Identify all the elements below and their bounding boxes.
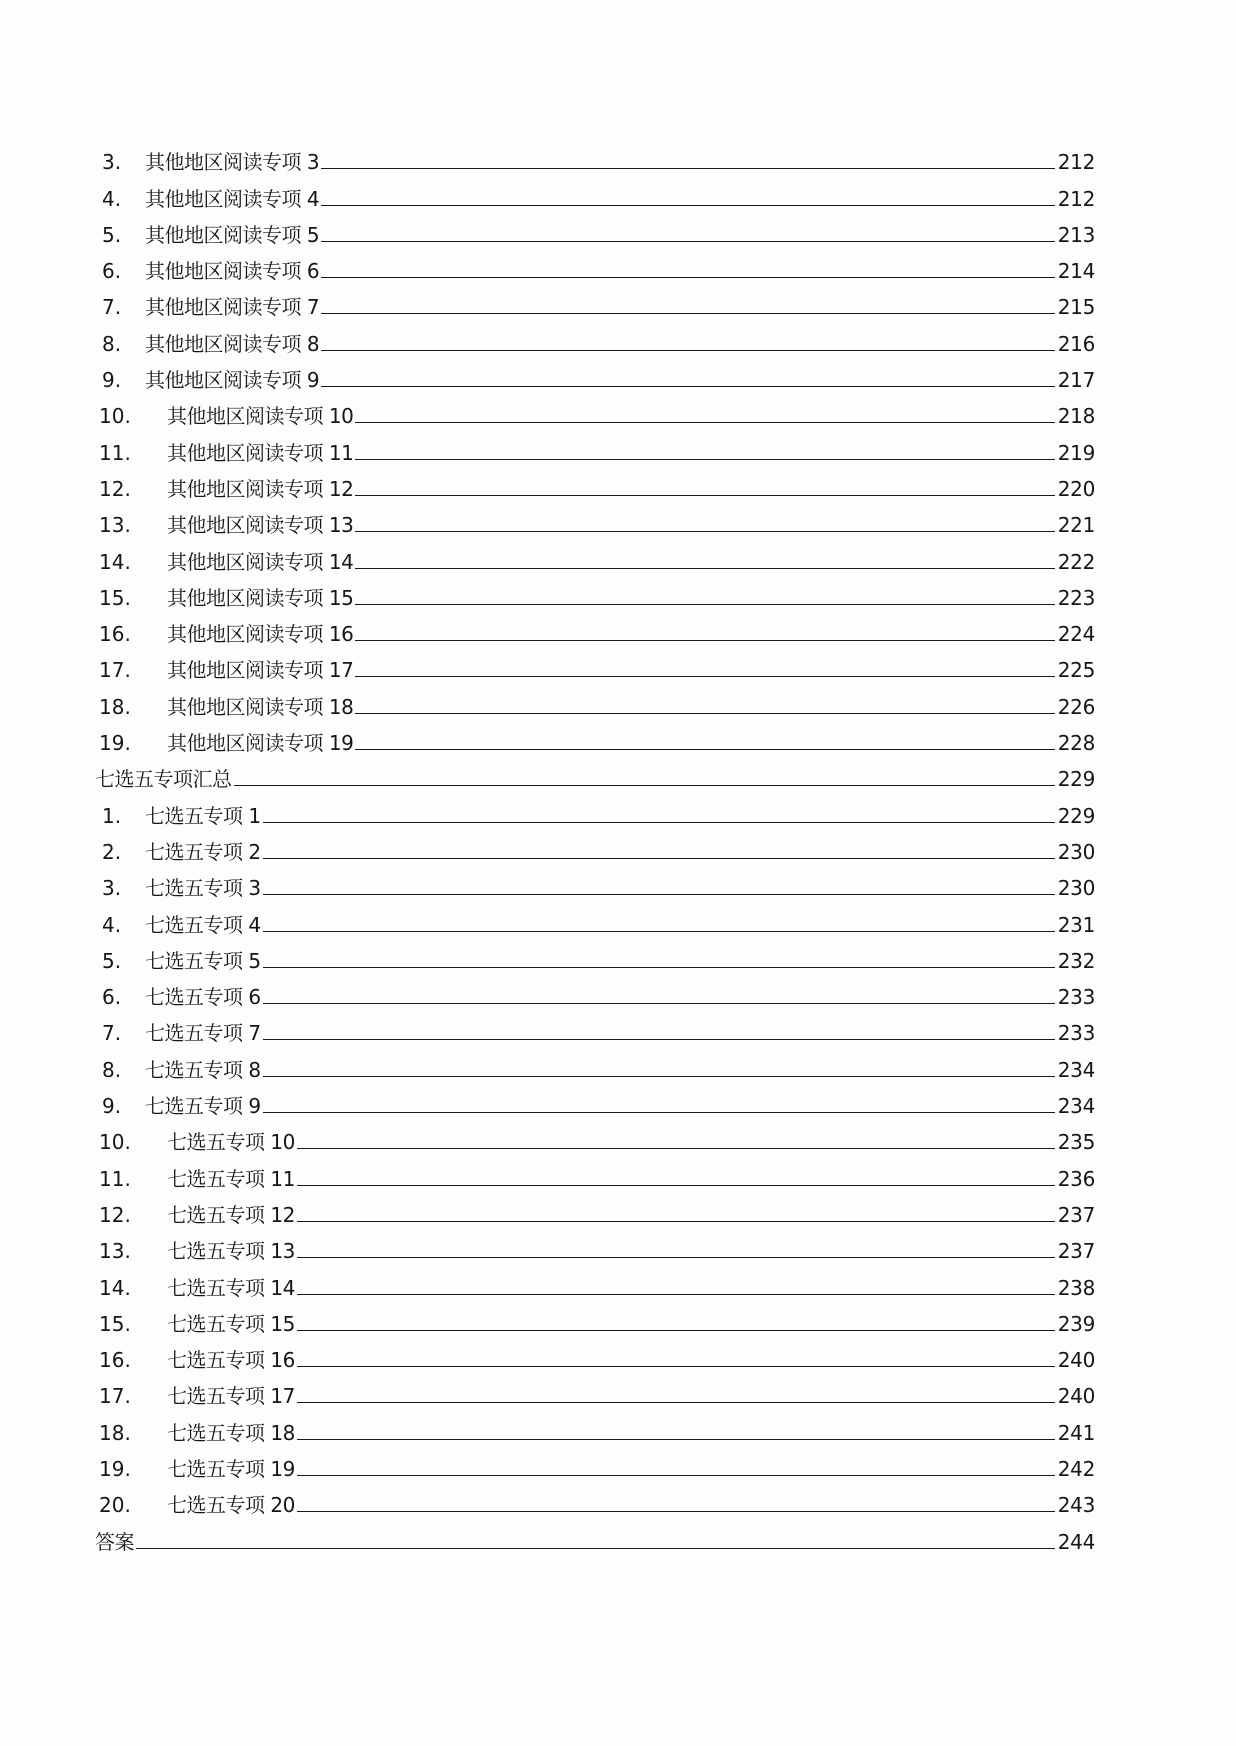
toc-entry[interactable] — [95, 900, 1095, 936]
toc-entry-page-number: 240 — [1057, 1384, 1095, 1409]
toc-entry-page-number: 243 — [1057, 1493, 1095, 1518]
toc-entry[interactable] — [95, 973, 1095, 1009]
toc-entry-title: 七选五专项 3 — [145, 876, 261, 901]
toc-entry-title: 七选五专项 6 — [145, 985, 261, 1010]
toc-entry-page-number: 217 — [1057, 368, 1095, 393]
toc-entry-number: 13. — [99, 513, 131, 538]
toc-entry-page-number: 239 — [1057, 1311, 1095, 1336]
toc-entry-page-number: 244 — [1057, 1529, 1095, 1554]
toc-entry-title: 七选五专项 5 — [145, 948, 261, 973]
toc-entry-number: 14. — [99, 549, 131, 574]
toc-entry-number: 13. — [99, 1239, 131, 1264]
toc-leader-line — [263, 1112, 1055, 1113]
toc-leader-line — [263, 967, 1055, 968]
toc-entry-page-number: 216 — [1057, 331, 1095, 356]
toc-entry[interactable] — [95, 1300, 1095, 1336]
toc-entry-title: 其他地区阅读专项 17 — [167, 658, 354, 683]
toc-entry-number: 15. — [99, 585, 131, 610]
toc-leader-line — [355, 568, 1055, 569]
toc-entry-page-number: 236 — [1057, 1166, 1095, 1191]
toc-entry-number: 16. — [99, 622, 131, 647]
toc-entry-title: 七选五专项 4 — [145, 912, 261, 937]
toc-entry-number: 4. — [102, 912, 122, 937]
toc-entry-title: 七选五专项 10 — [167, 1130, 295, 1155]
toc-entry-title: 其他地区阅读专项 5 — [145, 222, 320, 247]
toc-entry-page-number: 233 — [1057, 1021, 1095, 1046]
toc-entry-page-number: 218 — [1057, 404, 1095, 429]
toc-entry-title: 其他地区阅读专项 4 — [145, 186, 320, 211]
toc-entry[interactable] — [95, 1009, 1095, 1045]
toc-entry-title: 其他地区阅读专项 19 — [167, 731, 354, 756]
toc-entry-number: 3. — [102, 150, 122, 175]
toc-entry-title: 七选五专项 1 — [145, 803, 261, 828]
toc-entry-number: 7. — [102, 1021, 122, 1046]
toc-entry[interactable] — [95, 392, 1095, 428]
toc-entry-page-number: 214 — [1057, 259, 1095, 284]
toc-entry-title: 七选五专项 7 — [145, 1021, 261, 1046]
toc-entry[interactable] — [95, 211, 1095, 247]
toc-leader-line — [297, 1148, 1055, 1149]
toc-entry-page-number: 212 — [1057, 186, 1095, 211]
toc-entry-number: 18. — [99, 694, 131, 719]
toc-leader-line — [355, 531, 1055, 532]
toc-entry-page-number: 229 — [1057, 767, 1095, 792]
toc-entry[interactable] — [95, 1227, 1095, 1263]
toc-entry-title: 其他地区阅读专项 7 — [145, 295, 320, 320]
toc-entry-page-number: 221 — [1057, 513, 1095, 538]
toc-entry-title: 其他地区阅读专项 16 — [167, 622, 354, 647]
toc-leader-line — [355, 604, 1055, 605]
toc-entry[interactable] — [95, 646, 1095, 682]
toc-entry-number: 12. — [99, 1202, 131, 1227]
toc-entry[interactable] — [95, 537, 1095, 573]
toc-entry[interactable] — [95, 174, 1095, 210]
toc-entry-title: 七选五专项 16 — [167, 1348, 295, 1373]
toc-entry-page-number: 219 — [1057, 440, 1095, 465]
toc-entry[interactable] — [95, 1191, 1095, 1227]
toc-leader-line — [263, 1039, 1055, 1040]
toc-entry-title: 七选五专项 13 — [167, 1239, 295, 1264]
toc-entry-page-number: 230 — [1057, 839, 1095, 864]
toc-entry-title: 七选五专项 18 — [167, 1420, 295, 1445]
toc-leader-line — [297, 1439, 1055, 1440]
toc-leader-line — [263, 1076, 1055, 1077]
toc-leader-line — [136, 1548, 1055, 1549]
toc-entry-number: 12. — [99, 476, 131, 501]
toc-entry[interactable] — [95, 1372, 1095, 1408]
toc-leader-line — [263, 858, 1055, 859]
toc-entry-page-number: 235 — [1057, 1130, 1095, 1155]
toc-entry[interactable] — [95, 138, 1095, 174]
table-of-contents — [95, 138, 1095, 1554]
toc-entry[interactable] — [95, 574, 1095, 610]
toc-entry-page-number: 225 — [1057, 658, 1095, 683]
toc-entry[interactable] — [95, 682, 1095, 718]
toc-leader-line — [297, 1221, 1055, 1222]
toc-leader-line — [297, 1475, 1055, 1476]
toc-entry-number: 19. — [99, 731, 131, 756]
toc-entry[interactable] — [95, 319, 1095, 355]
toc-leader-line — [263, 894, 1055, 895]
toc-entry-page-number: 234 — [1057, 1057, 1095, 1082]
toc-entry[interactable] — [95, 1445, 1095, 1481]
toc-entry-title: 其他地区阅读专项 15 — [167, 585, 354, 610]
toc-entry-number: 6. — [102, 259, 122, 284]
toc-entry-number: 1. — [102, 803, 122, 828]
toc-entry-number: 11. — [99, 440, 131, 465]
toc-leader-line — [297, 1257, 1055, 1258]
toc-leader-line — [234, 785, 1056, 786]
toc-entry-title: 其他地区阅读专项 18 — [167, 694, 354, 719]
toc-entry[interactable] — [95, 1154, 1095, 1190]
toc-entry-number: 15. — [99, 1311, 131, 1336]
toc-leader-line — [297, 1185, 1055, 1186]
toc-entry-page-number: 212 — [1057, 150, 1095, 175]
toc-entry-title: 七选五专项 9 — [145, 1094, 261, 1119]
toc-entry-number: 3. — [102, 876, 122, 901]
toc-leader-line — [355, 422, 1055, 423]
toc-entry-number: 5. — [102, 222, 122, 247]
toc-entry-number: 10. — [99, 1130, 131, 1155]
toc-leader-line — [321, 313, 1055, 314]
toc-entry-number: 7. — [102, 295, 122, 320]
toc-entry[interactable] — [95, 283, 1095, 319]
toc-entry-title: 其他地区阅读专项 12 — [167, 476, 354, 501]
toc-leader-line — [297, 1366, 1055, 1367]
toc-entry-number: 2. — [102, 839, 122, 864]
toc-entry[interactable] — [95, 465, 1095, 501]
toc-entry[interactable] — [95, 501, 1095, 537]
toc-entry[interactable] — [95, 1118, 1095, 1154]
toc-entry-title: 其他地区阅读专项 10 — [167, 404, 354, 429]
toc-entry-title: 其他地区阅读专项 9 — [145, 368, 320, 393]
toc-entry-number: 14. — [99, 1275, 131, 1300]
toc-entry-title: 七选五专项 14 — [167, 1275, 295, 1300]
toc-entry[interactable] — [95, 610, 1095, 646]
toc-entry[interactable] — [95, 1082, 1095, 1118]
toc-entry-number: 17. — [99, 1384, 131, 1409]
toc-entry[interactable] — [95, 791, 1095, 827]
toc-entry[interactable] — [95, 828, 1095, 864]
toc-entry-number: 9. — [102, 368, 122, 393]
toc-entry[interactable] — [95, 937, 1095, 973]
toc-entry-number: 17. — [99, 658, 131, 683]
toc-entry-number: 18. — [99, 1420, 131, 1445]
toc-entry-number: 19. — [99, 1456, 131, 1481]
toc-entry[interactable] — [95, 1408, 1095, 1444]
toc-entry-page-number: 234 — [1057, 1094, 1095, 1119]
toc-entry[interactable] — [95, 755, 1095, 791]
toc-entry-page-number: 215 — [1057, 295, 1095, 320]
toc-entry-page-number: 220 — [1057, 476, 1095, 501]
toc-leader-line — [321, 205, 1055, 206]
toc-entry-title: 其他地区阅读专项 3 — [145, 150, 320, 175]
toc-entry[interactable] — [95, 864, 1095, 900]
toc-entry-page-number: 237 — [1057, 1202, 1095, 1227]
toc-entry[interactable] — [95, 356, 1095, 392]
toc-entry[interactable] — [95, 247, 1095, 283]
toc-leader-line — [355, 749, 1055, 750]
toc-leader-line — [321, 241, 1055, 242]
toc-entry-page-number: 224 — [1057, 622, 1095, 647]
toc-entry-number: 16. — [99, 1348, 131, 1373]
toc-entry-page-number: 213 — [1057, 222, 1095, 247]
toc-entry-title: 答案 — [95, 1529, 134, 1554]
toc-entry-title: 其他地区阅读专项 13 — [167, 513, 354, 538]
toc-leader-line — [321, 350, 1055, 351]
toc-entry[interactable] — [95, 1336, 1095, 1372]
toc-entry-number: 11. — [99, 1166, 131, 1191]
toc-entry[interactable] — [95, 1263, 1095, 1299]
toc-entry[interactable] — [95, 719, 1095, 755]
toc-entry-page-number: 241 — [1057, 1420, 1095, 1445]
toc-leader-line — [263, 822, 1055, 823]
toc-entry[interactable] — [95, 428, 1095, 464]
toc-entry-title: 七选五专项 8 — [145, 1057, 261, 1082]
toc-entry-number: 9. — [102, 1094, 122, 1119]
toc-entry-page-number: 229 — [1057, 803, 1095, 828]
toc-entry-title: 其他地区阅读专项 11 — [167, 440, 354, 465]
toc-entry-title: 七选五专项 2 — [145, 839, 261, 864]
toc-entry-number: 4. — [102, 186, 122, 211]
toc-entry-page-number: 240 — [1057, 1348, 1095, 1373]
toc-leader-line — [321, 168, 1055, 169]
toc-entry-number: 5. — [102, 948, 122, 973]
toc-entry-number: 10. — [99, 404, 131, 429]
toc-leader-line — [297, 1402, 1055, 1403]
toc-entry-title: 七选五专项 19 — [167, 1456, 295, 1481]
toc-entry-page-number: 226 — [1057, 694, 1095, 719]
toc-entry-title: 七选五专项汇总 — [95, 767, 232, 792]
toc-entry-title: 其他地区阅读专项 8 — [145, 331, 320, 356]
toc-entry[interactable] — [95, 1517, 1095, 1553]
toc-leader-line — [297, 1511, 1055, 1512]
toc-entry[interactable] — [95, 1045, 1095, 1081]
toc-leader-line — [321, 386, 1055, 387]
toc-entry-page-number: 242 — [1057, 1456, 1095, 1481]
toc-leader-line — [263, 931, 1055, 932]
toc-leader-line — [263, 1003, 1055, 1004]
toc-leader-line — [297, 1330, 1055, 1331]
toc-leader-line — [355, 713, 1055, 714]
toc-entry[interactable] — [95, 1481, 1095, 1517]
toc-entry-page-number: 237 — [1057, 1239, 1095, 1264]
toc-entry-title: 七选五专项 17 — [167, 1384, 295, 1409]
toc-entry-number: 6. — [102, 985, 122, 1010]
toc-leader-line — [355, 676, 1055, 677]
toc-entry-page-number: 230 — [1057, 876, 1095, 901]
toc-entry-title: 七选五专项 11 — [167, 1166, 295, 1191]
toc-entry-title: 其他地区阅读专项 14 — [167, 549, 354, 574]
toc-entry-title: 其他地区阅读专项 6 — [145, 259, 320, 284]
toc-entry-number: 20. — [99, 1493, 131, 1518]
toc-entry-page-number: 238 — [1057, 1275, 1095, 1300]
toc-leader-line — [321, 277, 1055, 278]
toc-entry-page-number: 233 — [1057, 985, 1095, 1010]
toc-entry-title: 七选五专项 20 — [167, 1493, 295, 1518]
toc-leader-line — [297, 1294, 1055, 1295]
toc-entry-page-number: 232 — [1057, 948, 1095, 973]
toc-entry-title: 七选五专项 12 — [167, 1202, 295, 1227]
toc-leader-line — [355, 495, 1055, 496]
toc-entry-page-number: 228 — [1057, 731, 1095, 756]
toc-entry-title: 七选五专项 15 — [167, 1311, 295, 1336]
toc-entry-page-number: 223 — [1057, 585, 1095, 610]
toc-entry-number: 8. — [102, 1057, 122, 1082]
toc-leader-line — [355, 459, 1055, 460]
toc-leader-line — [355, 640, 1055, 641]
toc-entry-number: 8. — [102, 331, 122, 356]
toc-entry-page-number: 222 — [1057, 549, 1095, 574]
toc-entry-page-number: 231 — [1057, 912, 1095, 937]
